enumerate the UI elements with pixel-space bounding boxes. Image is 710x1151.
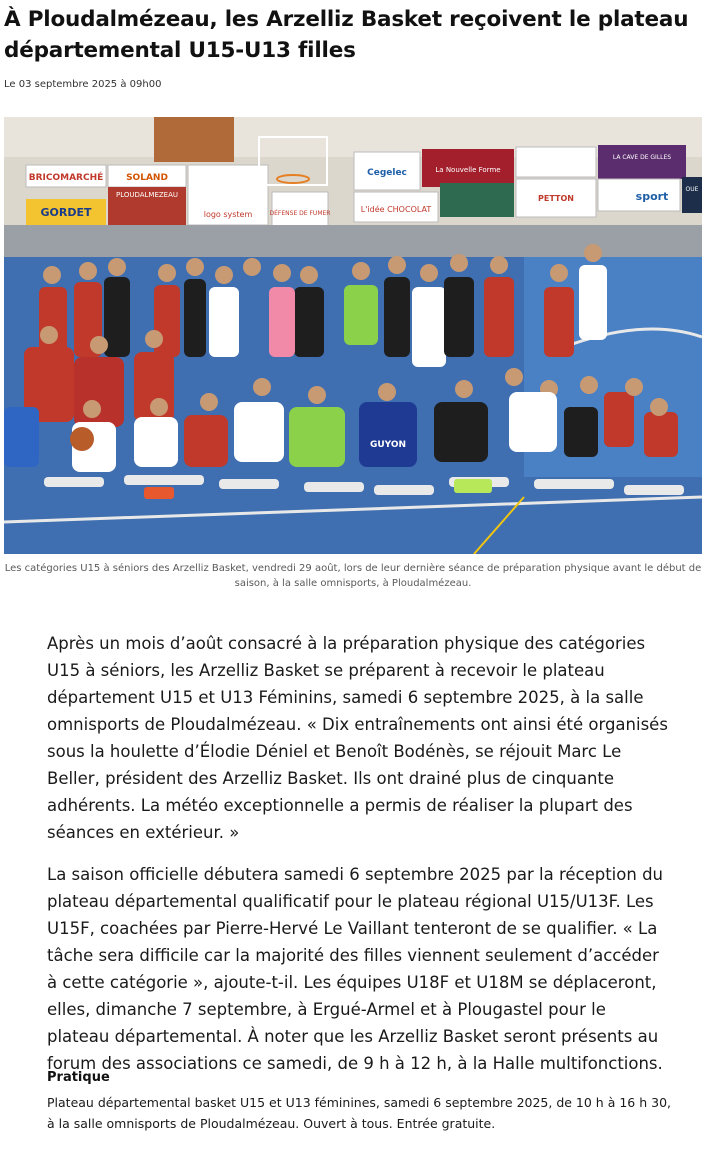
photo-caption: Les catégories U15 à séniors des Arzelliz Basket, vendredi 29 août, lors de leur dernière séance de préparation physique avant le début de saison, à la salle omnisports, à Ploudalmézeau.: [4, 563, 702, 589]
banner-oue: OUE: [685, 186, 699, 193]
article-title: À Ploudalmézeau, les Arzelliz Basket reçoivent le plateau départemental U15-U13 filles: [4, 7, 689, 63]
banner-gordet: GORDET: [40, 206, 92, 219]
banner-idee-chocolat: L'idée CHOCOLAT: [360, 205, 432, 214]
banner-soland: SOLAND: [126, 173, 168, 183]
article-body: [47, 630, 671, 1092]
banner-petton: PETTON: [538, 194, 574, 203]
banner-nouvelle-forme: La Nouvelle Forme: [435, 166, 501, 174]
banner-ploudalmezeau: PLOUDALMEZEAU: [115, 191, 179, 199]
banner-logo-system: logo system: [203, 210, 253, 219]
banner-cegelec: Cegelec: [367, 168, 407, 178]
paragraph-2: La saison officielle débutera samedi 6 septembre 2025 par la réception du plateau départemental qualificatif pour le plateau régional U15/U13F. Les U15F, coachées par Pierre-Hervé Le Vaillant tenteront de se qualifier. « La tâche sera difficile car la majorité des filles viennent seulement d’accéder à cette catégorie », ajoute-t-il. Les équipes U18F et U18M se déplaceront, elles, dimanche 7 septembre, à Ergué-Armel et à Plougastel pour le plateau départemental. À noter que les Arzelliz Basket seront présents au forum des associations ce samedi, de 9 h à 12 h, à la Halle multifonctions.: [47, 865, 663, 1073]
paragraph-1: Après un mois d’août consacré à la préparation physique des catégories U15 à séniors, les Arzelliz Basket se préparent à recevoir le plateau département U15 et U13 Féminins, samedi 6 septembre 2025, à la salle omnisports de Ploudalmézeau. « Dix entraînements ont ainsi été organisés sous la houlette d’Élodie Déniel et Benoît Bodénès, se réjouit Marc Le Beller, président des Arzelliz Basket. Ils ont drainé plus de cinquante adhérents. La météo exceptionnelle a permis de réaliser la plupart des séances en extérieur. »: [47, 634, 668, 842]
pratique-text: Plateau départemental basket U15 et U13 féminines, samedi 6 septembre 2025, de 10 h à 16 h 30, à la salle omnisports de Ploudalmézeau. Ouvert à tous. Entrée gratuite.: [47, 1095, 671, 1131]
banner-defense-fumer: DÉFENSE DE FUMER: [269, 210, 331, 217]
banner-sport: sport: [635, 190, 669, 203]
publish-date: Le 03 septembre 2025 à 09h00: [4, 79, 162, 90]
team-photo-illustration: [4, 117, 702, 554]
team-photo[interactable]: [4, 117, 702, 554]
pratique-heading: Pratique: [47, 1070, 110, 1085]
banner-cave-gilles: LA CAVE DE GILLES: [612, 154, 672, 161]
jersey-text: GUYON: [369, 440, 407, 450]
banner-bricomarche: BRICOMARCHÉ: [28, 173, 104, 183]
